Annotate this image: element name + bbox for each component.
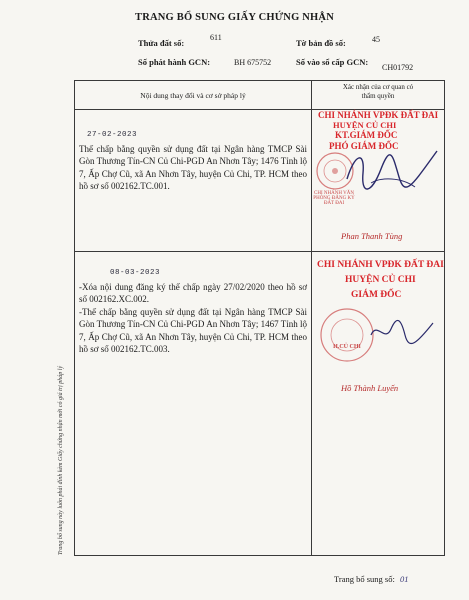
- entry-date: 08-03-2023: [110, 269, 161, 277]
- side-note: Trang bổ sung này luôn phải đính kèm Giấy chứng nhận mới có giá trị pháp lý: [58, 365, 64, 555]
- map-sheet-label: Tờ bản đồ số:: [296, 38, 346, 48]
- entry-text: Thế chấp bằng quyền sử dụng đất tại Ngân hàng TMCP Sài Gòn Thương Tín-CN Củ Chi-PGD An Nhơn Tây; 1476 Tỉnh lộ 7, Ấp Chợ Cũ, xã An Nhơn Tây, huyện Củ Chi, TP. HCM theo hồ sơ số 002162.TC.001.: [79, 144, 307, 192]
- issue-number-label: Số phát hành GCN:: [138, 57, 211, 67]
- seal-text-outer: CHI NHÁNH VĂN PHÒNG ĐĂNG KÝ ĐẤT ĐAI: [313, 191, 355, 206]
- page-title: TRANG BỔ SUNG GIẤY CHỨNG NHẬN: [135, 12, 334, 23]
- stamp-branch: CHI NHÁNH VPĐK ĐẤT ĐAI: [317, 260, 444, 270]
- entry-text: -Xóa nội dung đăng ký thế chấp ngày 27/02/2020 theo hồ sơ số 002162.XC.002. -Thế chấp bằng quyền sử dụng đất tại Ngân hàng TMCP Sài Gòn Thương Tín-CN Củ Chi-PGD An Nhơn Tây; 1467 Tỉnh lộ 7, Ấp Chợ Cũ, xã An Nhơn Tây, huyện Củ Chi, TP. HCM theo hồ sơ số 002162.TC.003.: [79, 282, 307, 355]
- column-header-changes: Nội dung thay đổi và cơ sở pháp lý: [140, 90, 246, 100]
- entry-date: 27-02-2023: [87, 131, 138, 139]
- issue-number-value: BH 675752: [234, 58, 272, 67]
- signature-icon: [341, 143, 441, 203]
- stamp-title: KT.GIÁM ĐỐC: [335, 130, 398, 140]
- seal-text-inner: H.CỦ CHI: [333, 344, 361, 350]
- signature-icon: [367, 313, 437, 349]
- stamp-subtitle: PHÓ GIÁM ĐỐC: [329, 141, 399, 151]
- changes-table: [74, 80, 445, 556]
- registry-number-label: Số vào sổ cấp GCN:: [296, 57, 369, 67]
- parcel-number-value: 611: [210, 33, 222, 42]
- stamp-branch: CHI NHÁNH VPĐK ĐẤT ĐAI: [318, 110, 439, 120]
- official-name: Hồ Thành Luyến: [341, 383, 399, 393]
- supplement-page-number: Trang bổ sung số: 01: [334, 574, 409, 584]
- map-sheet-value: 45: [372, 35, 380, 44]
- stamp-district: HUYỆN CỦ CHI: [333, 120, 397, 130]
- stamp-district: HUYỆN CỦ CHI: [345, 275, 416, 285]
- registry-number-value: CH01792: [382, 63, 414, 72]
- official-name: Phan Thanh Tùng: [341, 231, 403, 241]
- stamp-title: GIÁM ĐỐC: [351, 290, 402, 300]
- parcel-number-label: Thửa đất số:: [138, 38, 185, 48]
- column-header-confirmation: Xác nhận của cơ quan có thẩm quyền: [342, 83, 414, 100]
